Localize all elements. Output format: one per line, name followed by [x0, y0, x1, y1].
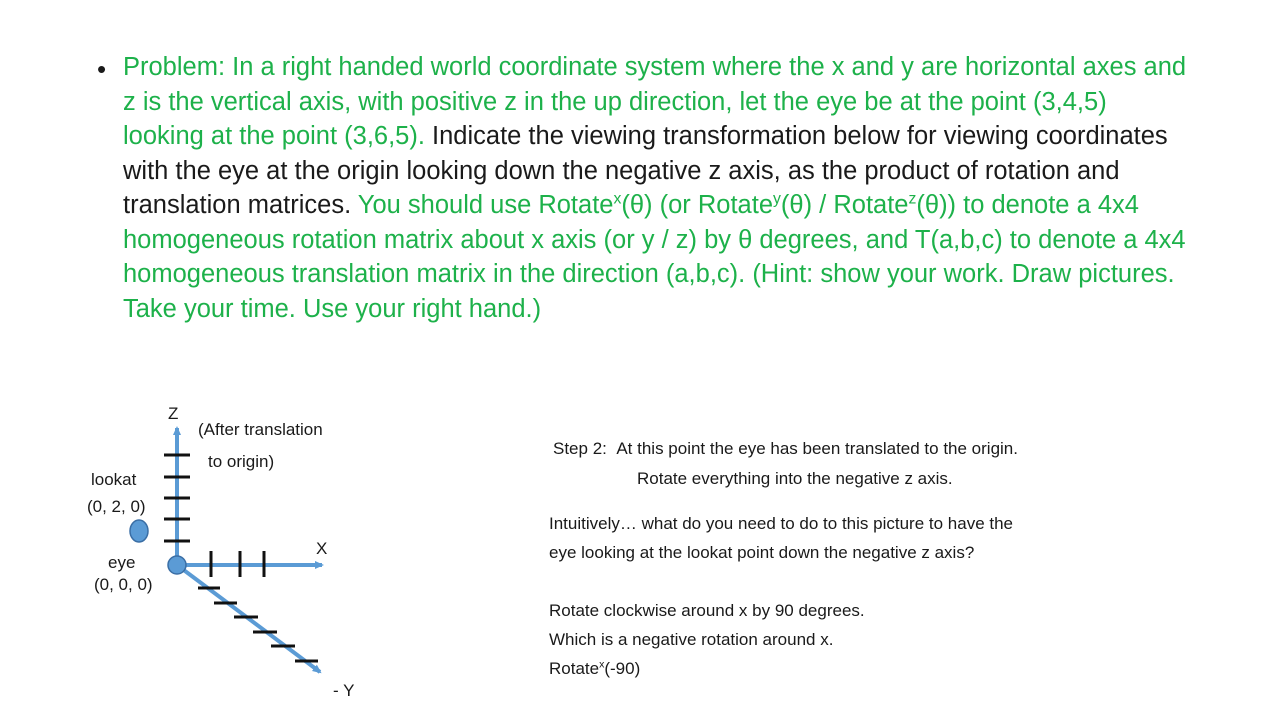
- eye-label: eye: [108, 553, 136, 572]
- problem-intro: Problem: In a right handed world coordinate system where the x and y are horizontal axes and z is the vertical axis, with positive z in the up direction, let the eye be at the point (3,4,5) looking at the point (3,6,5).: [123, 53, 1187, 150]
- step-2-prefix: Step 2:: [553, 439, 607, 458]
- notation-rotate-y: (θ) (or Rotate: [621, 191, 774, 219]
- neg-y-axis-label: - Y: [333, 681, 355, 700]
- notation-rotate-z: (θ) / Rotate: [780, 191, 909, 219]
- superscript-z: z: [908, 190, 917, 208]
- after-translation-label: (After translation: [198, 420, 323, 439]
- step-2-text-2: Rotate everything into the negative z axis.: [637, 469, 953, 488]
- spacer: [549, 567, 1013, 596]
- problem-statement: [123, 50, 1193, 326]
- lookat-point: [130, 520, 148, 542]
- answer-angle: (-90): [604, 659, 641, 678]
- problem-task: Indicate the viewing transformation below for viewing coordinates with the eye at the origin looking down the negative z axis, as the product of rotation and translation matrices.: [123, 122, 1168, 219]
- step-2-block: [553, 434, 1018, 494]
- answer-rotate: Rotate: [549, 659, 600, 678]
- bullet-point: •: [97, 54, 107, 84]
- answer-superscript: x: [599, 658, 605, 671]
- eye-point: [168, 556, 186, 574]
- z-axis-label: Z: [168, 404, 179, 423]
- superscript-x: x: [613, 190, 622, 208]
- step-2-line-1: [553, 434, 1018, 464]
- explanation-line-1: Intuitively… what do you need to do to this picture to have the: [549, 514, 1014, 533]
- eye-coords: (0, 0, 0): [94, 575, 153, 594]
- to-origin-label: to origin): [208, 452, 275, 471]
- step-2-text-1: At this point the eye has been translated to the origin.: [616, 439, 1018, 458]
- lookat-label: lookat: [91, 470, 137, 489]
- lookat-coords: (0, 2, 0): [87, 497, 146, 516]
- explanation-line-4: Which is a negative rotation around x.: [549, 630, 834, 649]
- superscript-y: y: [773, 190, 781, 208]
- x-axis-label: X: [316, 539, 328, 558]
- explanation-line-2: eye looking at the lookat point down the negative z axis?: [549, 543, 975, 562]
- explanation-block: [549, 509, 1013, 683]
- explanation-line-5: [549, 654, 1013, 683]
- notation-rest: (θ)) to denote a 4x4 homogeneous rotation matrix about x axis (or y / z) by θ degrees, and T(a,b,c) to denote a 4x4 homogeneous translation matrix in the direction (a,b,c). (Hint: show your work. Draw pictures. Take your time. Use your right hand.): [123, 191, 1186, 323]
- notation-rotate-x: You should use Rotate: [351, 191, 614, 219]
- explanation-line-3: Rotate clockwise around x by 90 degrees.: [549, 601, 865, 620]
